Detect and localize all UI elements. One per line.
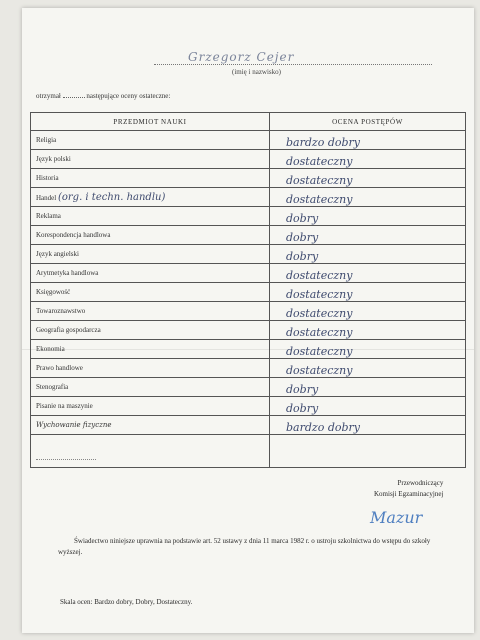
dotted-line <box>36 459 96 460</box>
certificate-sheet <box>22 8 474 633</box>
grade-cell: dostateczny <box>270 169 466 188</box>
name-caption: (imię i nazwisko) <box>232 68 281 76</box>
subject-cell: Księgowość <box>31 283 270 302</box>
subject-cell: Geografia gospodarcza <box>31 321 270 340</box>
grade-cell: dostateczny <box>270 359 466 378</box>
grade-cell: dobry <box>270 245 466 264</box>
table-row <box>31 264 466 283</box>
grading-scale: Skala ocen: Bardzo dobry, Dobry, Dostateczny. <box>60 598 193 606</box>
name-line <box>154 64 432 65</box>
subject-cell: Arytmetyka handlowa <box>31 264 270 283</box>
grade-cell: dobry <box>270 397 466 416</box>
received-blank <box>63 97 85 98</box>
table-row <box>31 340 466 359</box>
table-row <box>31 169 466 188</box>
certificate-text-content: Świadectwo niniejsze uprawnia na podstawie art. 52 ustawy z dnia 11 marca 1982 r. o ustroju szkolnictwa do wstępu do szkoły wyższej. <box>58 537 431 556</box>
subject-cell: Stenografia <box>31 378 270 397</box>
table-row <box>31 416 466 435</box>
received-suffix: następujące oceny ostateczne: <box>86 92 171 100</box>
grade-cell: bardzo dobry <box>270 131 466 150</box>
chair-committee: Komisji Egzaminacyjnej <box>374 490 444 498</box>
subject-cell: Religia <box>31 131 270 150</box>
chair-signature: Mazur <box>370 508 423 527</box>
subject-cell: Wychowanie fizyczne <box>31 416 270 435</box>
grade-cell: dostateczny <box>270 150 466 169</box>
received-line <box>36 92 170 100</box>
empty-row <box>31 435 466 468</box>
grade-cell: dostateczny <box>270 283 466 302</box>
table-row <box>31 207 466 226</box>
subject-note: (org. i techn. handlu) <box>57 191 166 203</box>
subject-label: Handel <box>36 193 57 202</box>
grade-cell: dostateczny <box>270 321 466 340</box>
empty-grade-cell <box>270 435 466 468</box>
grade-cell: dostateczny <box>270 340 466 359</box>
table-row <box>31 283 466 302</box>
subject-cell <box>31 188 270 207</box>
received-prefix: otrzymał <box>36 92 61 100</box>
student-name: Grzegorz Cejer <box>188 50 295 64</box>
subject-header: PRZEDMIOT NAUKI <box>31 113 270 131</box>
table-row <box>31 245 466 264</box>
empty-subject-cell <box>31 435 270 468</box>
table-row <box>31 188 466 207</box>
table-row <box>31 226 466 245</box>
table-row <box>31 321 466 340</box>
table-header-row <box>31 113 466 131</box>
subject-cell: Pisanie na maszynie <box>31 397 270 416</box>
chair-block <box>374 478 443 500</box>
table-row <box>31 302 466 321</box>
table-row <box>31 359 466 378</box>
subject-cell: Korespondencja handlowa <box>31 226 270 245</box>
subject-cell: Ekonomia <box>31 340 270 359</box>
table-row <box>31 378 466 397</box>
subject-cell: Prawo handlowe <box>31 359 270 378</box>
subject-cell: Język angielski <box>31 245 270 264</box>
chair-title: Przewodniczący <box>397 479 444 487</box>
grade-cell: dostateczny <box>270 188 466 207</box>
subject-cell: Historia <box>31 169 270 188</box>
subject-cell: Reklama <box>31 207 270 226</box>
subject-cell: Język polski <box>31 150 270 169</box>
table-row <box>31 397 466 416</box>
table-row <box>31 150 466 169</box>
certificate-text <box>58 536 450 558</box>
grade-cell: dostateczny <box>270 264 466 283</box>
grade-cell: dostateczny <box>270 302 466 321</box>
table-row <box>31 131 466 150</box>
subject-cell: Towaroznawstwo <box>31 302 270 321</box>
grades-table <box>30 112 466 468</box>
grade-cell: bardzo dobry <box>270 416 466 435</box>
grade-cell: dobry <box>270 378 466 397</box>
grade-header: OCENA POSTĘPÓW <box>270 113 466 131</box>
grade-cell: dobry <box>270 207 466 226</box>
grade-cell: dobry <box>270 226 466 245</box>
